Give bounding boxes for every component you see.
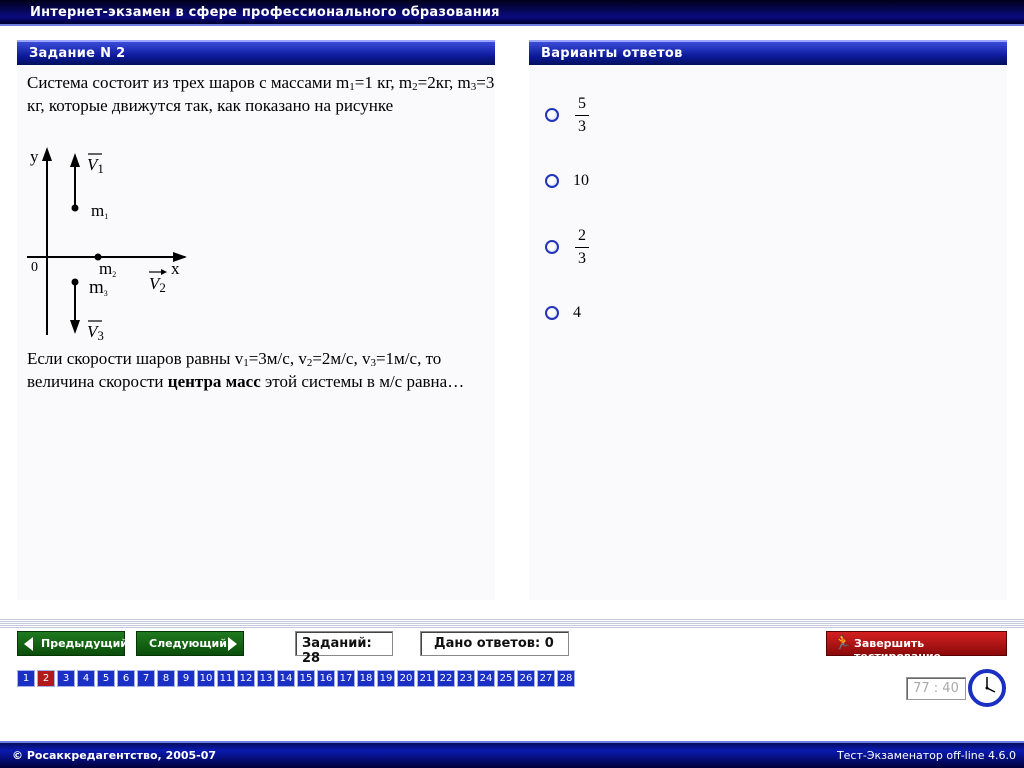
question-number-1[interactable]: 1 (17, 670, 35, 687)
task-header: Задание N 2 (17, 40, 495, 65)
answers-given-count: Дано ответов: 0 (420, 631, 569, 656)
v2-label: V2 (149, 274, 166, 295)
answer-radio-2[interactable] (545, 174, 559, 188)
previous-button[interactable] (17, 631, 129, 656)
question-number-4[interactable]: 4 (77, 670, 95, 687)
m2-label: m2 (99, 259, 117, 279)
question-number-7[interactable]: 7 (137, 670, 155, 687)
arrow-right-icon (228, 637, 237, 651)
motion-diagram (25, 145, 200, 340)
question-number-22[interactable]: 22 (437, 670, 455, 687)
answer-1-denominator: 3 (578, 118, 586, 135)
ball-m1 (72, 205, 79, 212)
arrow-left-icon (24, 637, 33, 651)
answer-3-denominator: 3 (578, 250, 586, 267)
app-title-bar (0, 0, 1024, 26)
question-number-26[interactable]: 26 (517, 670, 535, 687)
next-button[interactable] (136, 631, 244, 656)
question-number-14[interactable]: 14 (277, 670, 295, 687)
answer-radio-4[interactable] (545, 306, 559, 320)
x-axis-label: x (171, 259, 180, 278)
origin-label: 0 (31, 260, 38, 275)
question-number-23[interactable]: 23 (457, 670, 475, 687)
v3-arrowhead (70, 320, 80, 334)
question-number-9[interactable]: 9 (177, 670, 195, 687)
answer-value-4: 4 (573, 304, 581, 321)
timer-display: 77 : 40 (906, 677, 966, 700)
y-axis-label: y (30, 147, 39, 166)
answer-3-numerator: 2 (578, 227, 586, 244)
running-man-icon: 🏃 (834, 635, 852, 651)
question-number-15[interactable]: 15 (297, 670, 315, 687)
previous-label: Предыдущий (41, 637, 129, 650)
question-number-11[interactable]: 11 (217, 670, 235, 687)
question-number-21[interactable]: 21 (417, 670, 435, 687)
answer-1-numerator: 5 (578, 95, 586, 112)
clock-icon (967, 668, 1007, 708)
answer-fraction-1 (575, 95, 589, 136)
question-number-27[interactable]: 27 (537, 670, 555, 687)
answer-fraction-3 (575, 227, 589, 268)
answer-radio-3[interactable] (545, 240, 559, 254)
question-number-24[interactable]: 24 (477, 670, 495, 687)
question-number-8[interactable]: 8 (157, 670, 175, 687)
app-version: Тест-Экзаменатор off-line 4.6.0 (836, 749, 1016, 762)
finish-label: Завершить тестирование (854, 637, 942, 663)
question-number-10[interactable]: 10 (197, 670, 215, 687)
question-number-2[interactable]: 2 (37, 670, 55, 687)
question-panel (17, 40, 495, 600)
answers-header: Варианты ответов (529, 40, 1007, 65)
question-number-25[interactable]: 25 (497, 670, 515, 687)
answer-radio-1[interactable] (545, 108, 559, 122)
tasks-count: Заданий: 28 (295, 631, 393, 656)
v1-arrowhead (70, 153, 80, 167)
question-text-intro: Система состоит из трех шаров с массами $m_1=1$ кг, $m_2=2кг$, $m_3=3$ кг, которые движутся так, как показано на рисунке (27, 73, 495, 115)
finish-test-button[interactable] (826, 631, 1007, 663)
answer-value-2: 10 (573, 172, 589, 189)
v1-label: V1 (87, 155, 104, 176)
question-number-28[interactable]: 28 (557, 670, 575, 687)
question-number-5[interactable]: 5 (97, 670, 115, 687)
question-number-19[interactable]: 19 (377, 670, 395, 687)
separator-band (0, 618, 1024, 628)
question-number-16[interactable]: 16 (317, 670, 335, 687)
answers-panel (529, 40, 1007, 600)
fraction-bar (575, 115, 589, 116)
question-number-3[interactable]: 3 (57, 670, 75, 687)
question-number-6[interactable]: 6 (117, 670, 135, 687)
v3-label: V3 (87, 322, 104, 340)
question-number-12[interactable]: 12 (237, 670, 255, 687)
question-number-13[interactable]: 13 (257, 670, 275, 687)
m1-label: m1 (91, 201, 109, 221)
question-number-20[interactable]: 20 (397, 670, 415, 687)
question-number-18[interactable]: 18 (357, 670, 375, 687)
v2-overbar-tip (161, 269, 167, 275)
status-footer (0, 741, 1024, 768)
app-title: Интернет-экзамен в сфере профессионального образования (30, 5, 500, 20)
fraction-bar (575, 247, 589, 248)
question-number-17[interactable]: 17 (337, 670, 355, 687)
copyright-text: © Росаккредагентство, 2005-07 (12, 749, 217, 762)
m3-label: m3 (89, 277, 108, 298)
next-label: Следующий (149, 637, 227, 650)
question-text-main: Если скорости шаров равны $v_1=3м/с$, $v_2=2м/с$, $v_3=1м/с$, то величина скорости центра масс этой системы в м/с равна… (27, 349, 465, 391)
y-axis-arrow (42, 147, 52, 161)
